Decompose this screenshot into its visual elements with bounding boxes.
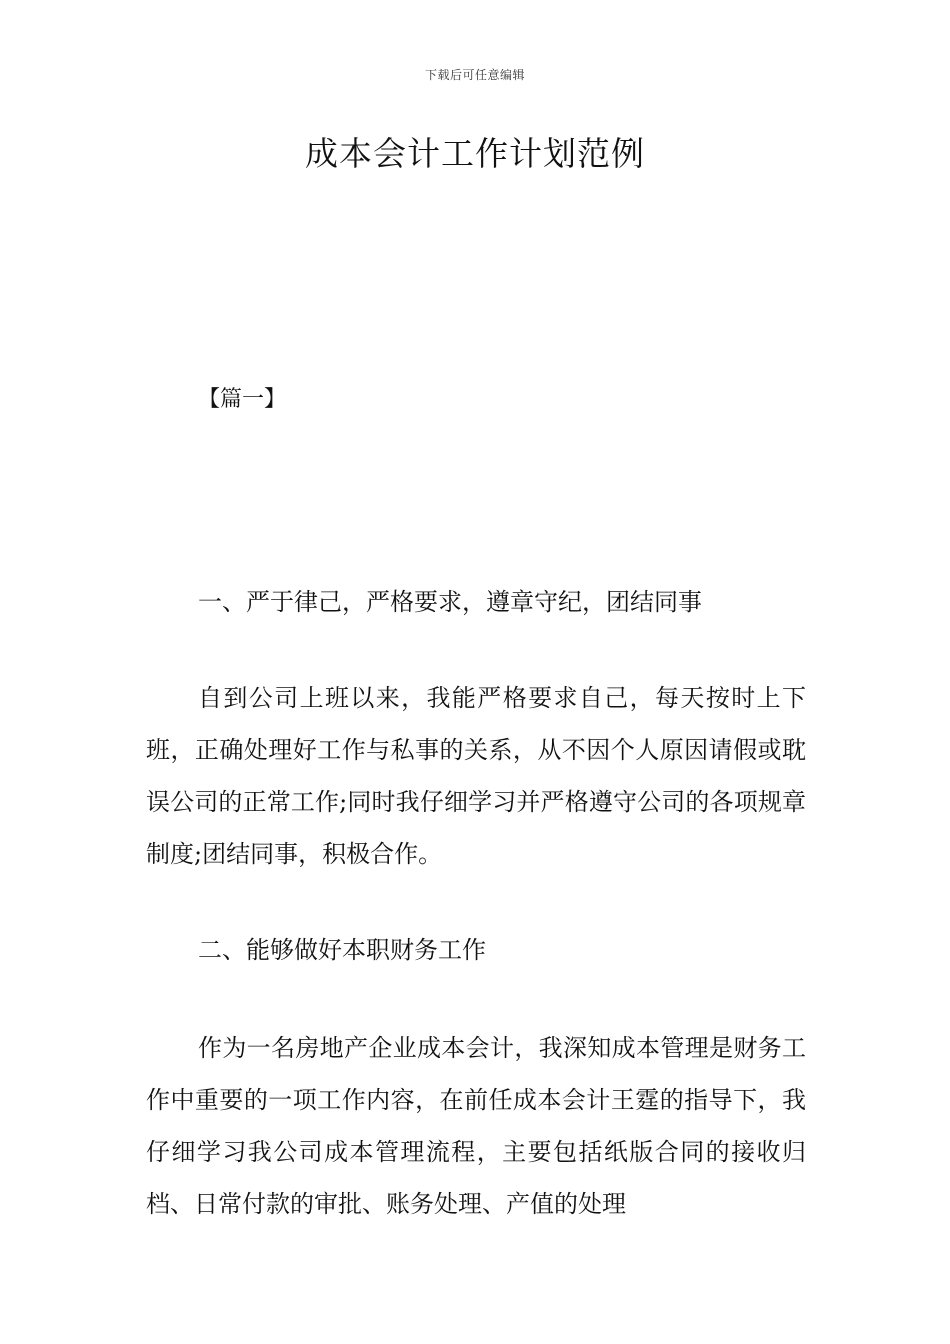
- section-heading-1: 一、严于律己，严格要求，遵章守纪，团结同事: [198, 588, 702, 616]
- section-paragraph-1: 自到公司上班以来，我能严格要求自己，每天按时上下班，正确处理好工作与私事的关系，从不因个人原因请假或耽误公司的正常工作;同时我仔细学习并严格遵守公司的各项规章制度;团结同事，积极合作。: [146, 684, 806, 868]
- header-note: 下载后可任意编辑: [424, 68, 525, 82]
- document-title: 成本会计工作计划范例: [305, 134, 645, 173]
- section-paragraph-2: 作为一名房地产企业成本会计，我深知成本管理是财务工作中重要的一项工作内容，在前任成本会计王霆的指导下，我仔细学习我公司成本管理流程，主要包括纸版合同的接收归档、日常付款的审批、账务处理、产值的处理: [146, 1034, 806, 1218]
- section-tag: 【篇一】: [198, 387, 287, 412]
- section-heading-2: 二、能够做好本职财务工作: [198, 936, 486, 964]
